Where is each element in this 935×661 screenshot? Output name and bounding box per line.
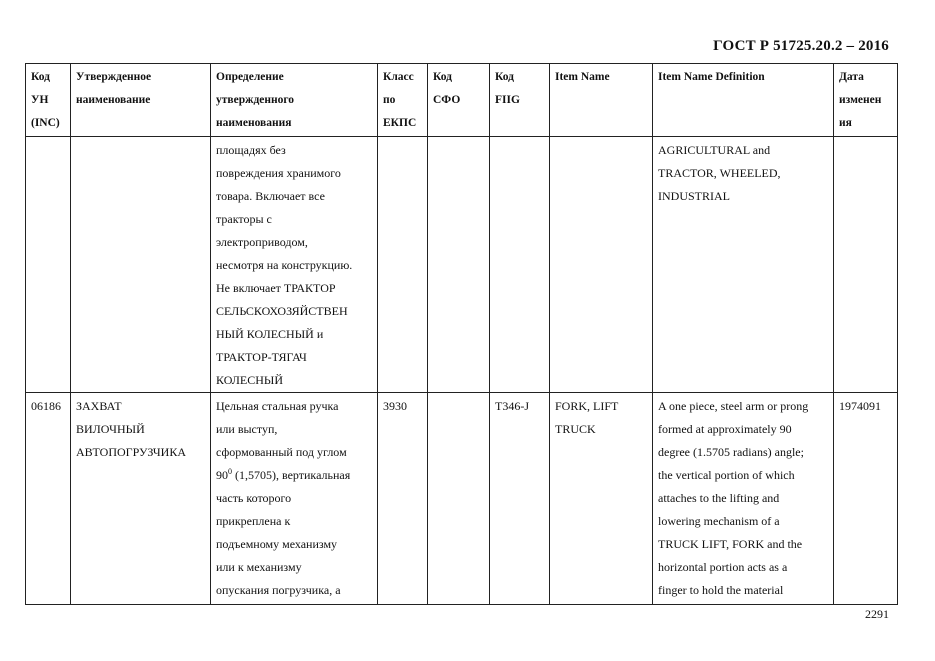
cell-name: ЗАХВАТ ВИЛОЧНЫЙ АВТОПОГРУЗЧИКА xyxy=(71,393,211,605)
cell-fiig xyxy=(490,137,550,393)
cell-date xyxy=(834,137,898,393)
col-header-fiig: Код FIIG xyxy=(490,64,550,137)
cell-inc xyxy=(26,137,71,393)
col-header-item-def: Item Name Definition xyxy=(653,64,834,137)
cell-item-name xyxy=(550,137,653,393)
cell-inc: 06186 xyxy=(26,393,71,605)
cell-item-def: AGRICULTURAL and TRACTOR, WHEELED, INDUSTRIAL xyxy=(653,137,834,393)
table-header-row xyxy=(26,64,898,137)
cell-item-def: A one piece, steel arm or prong formed at approximately 90 degree (1.5705 radians) angle; the vertical portion of which attaches to the lifting and lowering mechanism of a TRUCK LIFT, FORK and the horizontal portion acts as a finger to hold the material xyxy=(653,393,834,605)
cell-ekps xyxy=(378,137,428,393)
col-header-item-name: Item Name xyxy=(550,64,653,137)
table-row xyxy=(26,137,898,393)
col-header-name: Утвержденное наименование xyxy=(71,64,211,137)
cell-definition: площадях без повреждения хранимого товара. Включает все тракторы с электроприводом, несмотря на конструкцию. Не включает ТРАКТОР СЕЛЬСКОХОЗЯЙСТВЕН НЫЙ КОЛЕСНЫЙ и ТРАКТОР-ТЯГАЧ КОЛЕСНЫЙ xyxy=(211,137,378,393)
col-header-ekps: Класс по ЕКПС xyxy=(378,64,428,137)
col-header-inc: Код УН (INC) xyxy=(26,64,71,137)
cell-fiig: T346-J xyxy=(490,393,550,605)
cell-item-name: FORK, LIFT TRUCK xyxy=(550,393,653,605)
cell-sfo xyxy=(428,393,490,605)
cell-name xyxy=(71,137,211,393)
cell-sfo xyxy=(428,137,490,393)
col-header-sfo: Код СФО xyxy=(428,64,490,137)
col-header-definition: Определение утвержденного наименования xyxy=(211,64,378,137)
item-table xyxy=(25,63,898,605)
page-number: 2291 xyxy=(865,607,889,621)
table-row xyxy=(26,393,898,605)
col-header-date: Дата изменен ия xyxy=(834,64,898,137)
document-code: ГОСТ Р 51725.20.2 – 2016 xyxy=(713,38,889,54)
cell-definition: Цельная стальная ручка или выступ, сформованный под углом $90^0$ (1,5705), вертикальная часть которого прикреплена к подъемному механизму или к механизму опускания погрузчика, а xyxy=(211,393,378,605)
cell-ekps: 3930 xyxy=(378,393,428,605)
cell-date: 1974091 xyxy=(834,393,898,605)
